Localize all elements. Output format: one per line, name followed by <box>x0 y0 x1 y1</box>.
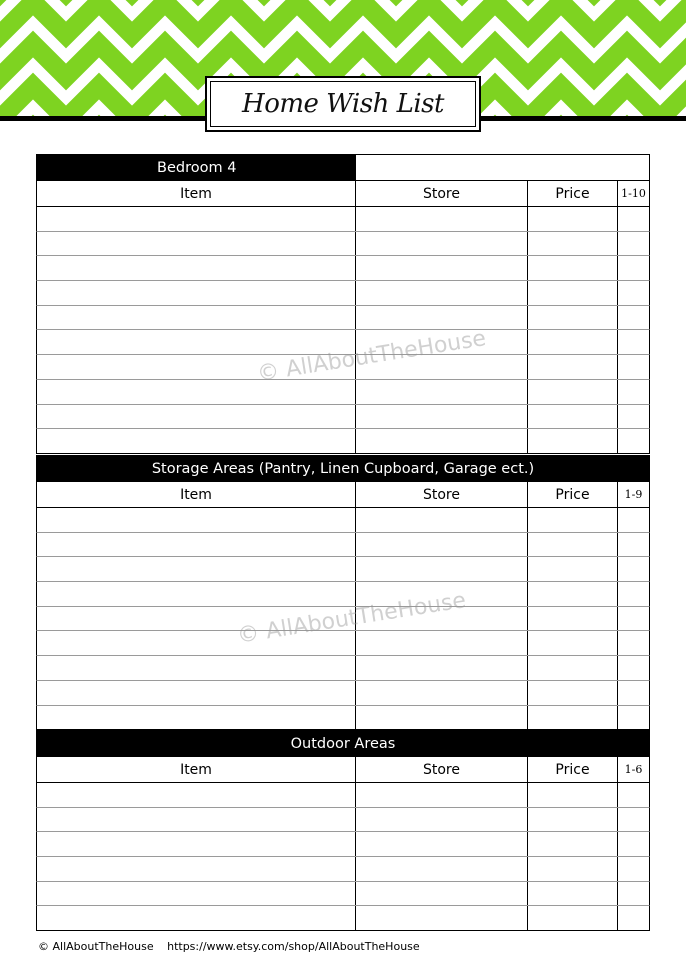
priority-cell[interactable] <box>618 656 649 680</box>
store-cell[interactable] <box>356 607 528 631</box>
price-cell[interactable] <box>528 380 618 404</box>
store-cell[interactable] <box>356 706 528 730</box>
title-frame <box>205 76 481 132</box>
price-cell[interactable] <box>528 405 618 429</box>
item-cell[interactable] <box>37 832 356 856</box>
table-row <box>36 330 650 355</box>
price-cell[interactable] <box>528 232 618 256</box>
price-cell[interactable] <box>528 557 618 581</box>
table-row <box>36 207 650 232</box>
table-row <box>36 533 650 558</box>
store-cell[interactable] <box>356 256 528 280</box>
column-header-row <box>36 181 650 207</box>
priority-column-header: 1-6 <box>624 763 643 776</box>
store-cell[interactable] <box>356 783 528 807</box>
item-cell[interactable] <box>37 355 356 379</box>
table-row <box>36 380 650 405</box>
price-cell[interactable] <box>528 533 618 557</box>
store-cell[interactable] <box>356 557 528 581</box>
price-cell[interactable] <box>528 706 618 730</box>
priority-cell[interactable] <box>618 232 649 256</box>
priority-cell[interactable] <box>618 631 649 655</box>
priority-cell[interactable] <box>618 508 649 532</box>
item-column-header: Item <box>37 757 356 782</box>
item-cell[interactable] <box>37 582 356 606</box>
store-cell[interactable] <box>356 832 528 856</box>
priority-cell[interactable] <box>618 783 649 807</box>
item-cell[interactable] <box>37 706 356 730</box>
price-cell[interactable] <box>528 857 618 881</box>
priority-cell[interactable] <box>618 405 649 429</box>
table-row <box>36 681 650 706</box>
table-row <box>36 405 650 430</box>
item-cell[interactable] <box>37 783 356 807</box>
store-cell[interactable] <box>356 405 528 429</box>
table-row <box>36 508 650 533</box>
store-cell[interactable] <box>356 232 528 256</box>
price-cell[interactable] <box>528 330 618 354</box>
footer <box>38 940 420 953</box>
item-cell[interactable] <box>37 306 356 330</box>
priority-cell[interactable] <box>618 882 649 906</box>
item-cell[interactable] <box>37 533 356 557</box>
priority-cell[interactable] <box>618 306 649 330</box>
item-cell[interactable] <box>37 508 356 532</box>
table-row <box>36 557 650 582</box>
priority-cell[interactable] <box>618 607 649 631</box>
item-cell[interactable] <box>37 380 356 404</box>
section-title: Outdoor Areas <box>290 735 396 752</box>
price-cell[interactable] <box>528 256 618 280</box>
store-cell[interactable] <box>356 281 528 305</box>
item-cell[interactable] <box>37 857 356 881</box>
item-cell[interactable] <box>37 656 356 680</box>
section-name-field[interactable] <box>356 155 649 180</box>
price-cell[interactable] <box>528 306 618 330</box>
item-cell[interactable] <box>37 631 356 655</box>
section-bedroom-4 <box>36 154 650 454</box>
price-cell[interactable] <box>528 355 618 379</box>
table-row <box>36 281 650 306</box>
table-row <box>36 857 650 882</box>
table-row <box>36 429 650 454</box>
priority-cell[interactable] <box>618 906 649 930</box>
item-cell[interactable] <box>37 232 356 256</box>
store-cell[interactable] <box>356 656 528 680</box>
table-row <box>36 783 650 808</box>
priority-cell[interactable] <box>618 256 649 280</box>
column-header-row <box>36 757 650 783</box>
table-row <box>36 256 650 281</box>
price-cell[interactable] <box>528 429 618 453</box>
price-cell[interactable] <box>528 832 618 856</box>
store-cell[interactable] <box>356 857 528 881</box>
item-cell[interactable] <box>37 681 356 705</box>
price-cell[interactable] <box>528 508 618 532</box>
table-row <box>36 631 650 656</box>
item-column-header: Item <box>37 181 356 206</box>
price-cell[interactable] <box>528 882 618 906</box>
priority-cell[interactable] <box>618 355 649 379</box>
priority-cell[interactable] <box>618 808 649 832</box>
item-cell[interactable] <box>37 429 356 453</box>
table-row <box>36 355 650 380</box>
table-row <box>36 832 650 857</box>
item-column-header: Item <box>37 482 356 507</box>
table-row <box>36 706 650 731</box>
store-cell[interactable] <box>356 582 528 606</box>
store-cell[interactable] <box>356 355 528 379</box>
store-column-header: Store <box>356 181 528 206</box>
priority-cell[interactable] <box>618 832 649 856</box>
table-row <box>36 656 650 681</box>
table-row <box>36 882 650 907</box>
priority-cell[interactable] <box>618 706 649 730</box>
priority-column-header: 1-9 <box>624 488 643 501</box>
item-cell[interactable] <box>37 557 356 581</box>
table-row <box>36 607 650 632</box>
price-column-header: Price <box>528 757 618 782</box>
store-cell[interactable] <box>356 631 528 655</box>
priority-cell[interactable] <box>618 380 649 404</box>
store-cell[interactable] <box>356 380 528 404</box>
price-cell[interactable] <box>528 808 618 832</box>
price-cell[interactable] <box>528 783 618 807</box>
table-row <box>36 306 650 331</box>
section-storage-areas <box>36 455 650 730</box>
item-cell[interactable] <box>37 882 356 906</box>
item-cell[interactable] <box>37 405 356 429</box>
priority-cell[interactable] <box>618 582 649 606</box>
page-title: Home Wish List <box>242 89 444 119</box>
price-cell[interactable] <box>528 681 618 705</box>
priority-cell[interactable] <box>618 557 649 581</box>
price-cell[interactable] <box>528 207 618 231</box>
section-title: Bedroom 4 <box>157 159 237 176</box>
price-cell[interactable] <box>528 607 618 631</box>
watermark: © AllAboutTheHouse <box>255 326 488 387</box>
item-cell[interactable] <box>37 808 356 832</box>
section-title: Storage Areas (Pantry, Linen Cupboard, Garage ect.) <box>151 460 535 477</box>
store-cell[interactable] <box>356 207 528 231</box>
store-column-header: Store <box>356 757 528 782</box>
item-cell[interactable] <box>37 207 356 231</box>
table-row <box>36 906 650 931</box>
watermark: © AllAboutTheHouse <box>235 588 468 649</box>
priority-cell[interactable] <box>618 857 649 881</box>
item-cell[interactable] <box>37 906 356 930</box>
item-cell[interactable] <box>37 281 356 305</box>
item-cell[interactable] <box>37 330 356 354</box>
priority-column-header: 1-10 <box>621 187 646 200</box>
item-cell[interactable] <box>37 607 356 631</box>
column-header-row <box>36 482 650 508</box>
table-row <box>36 582 650 607</box>
store-cell[interactable] <box>356 306 528 330</box>
store-cell[interactable] <box>356 508 528 532</box>
price-column-header: Price <box>528 482 618 507</box>
section-outdoor-areas <box>36 730 650 931</box>
store-cell[interactable] <box>356 882 528 906</box>
price-cell[interactable] <box>528 281 618 305</box>
priority-cell[interactable] <box>618 533 649 557</box>
store-cell[interactable] <box>356 681 528 705</box>
price-cell[interactable] <box>528 631 618 655</box>
price-cell[interactable] <box>528 906 618 930</box>
store-cell[interactable] <box>356 330 528 354</box>
price-cell[interactable] <box>528 582 618 606</box>
priority-cell[interactable] <box>618 681 649 705</box>
store-cell[interactable] <box>356 533 528 557</box>
section-header <box>36 154 650 181</box>
item-cell[interactable] <box>37 256 356 280</box>
footer-shop-link[interactable]: https://www.etsy.com/shop/AllAboutTheHouse <box>167 940 420 953</box>
store-column-header: Store <box>356 482 528 507</box>
store-cell[interactable] <box>356 808 528 832</box>
section-header <box>36 730 650 757</box>
price-column-header: Price <box>528 181 618 206</box>
table-row <box>36 232 650 257</box>
store-cell[interactable] <box>356 906 528 930</box>
footer-copyright: © AllAboutTheHouse <box>38 940 154 953</box>
priority-cell[interactable] <box>618 281 649 305</box>
priority-cell[interactable] <box>618 330 649 354</box>
priority-cell[interactable] <box>618 207 649 231</box>
store-cell[interactable] <box>356 429 528 453</box>
table-row <box>36 808 650 833</box>
price-cell[interactable] <box>528 656 618 680</box>
section-header <box>36 455 650 482</box>
priority-cell[interactable] <box>618 429 649 453</box>
